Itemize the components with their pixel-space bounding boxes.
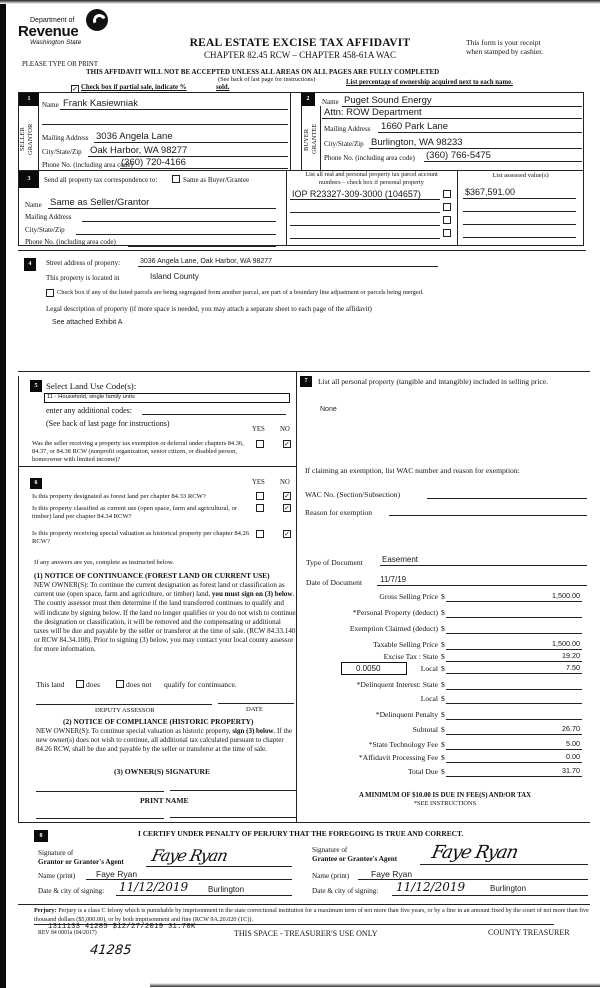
delinquent-penalty-row	[300, 710, 590, 722]
assessed-value-field-2[interactable]	[463, 211, 576, 212]
form-subtitle: CHAPTER 82.45 RCW – CHAPTER 458-61A WAC	[204, 50, 396, 60]
buyer-attn-field[interactable]: Attn: ROW Department	[324, 107, 422, 118]
logo-revenue-text: Revenue	[18, 23, 79, 40]
fee-input-line[interactable]	[446, 776, 582, 777]
parcel-number-field[interactable]: IOP R23327-309-3000 (104657)	[292, 189, 421, 199]
grantee-city-field[interactable]: Burlington	[490, 884, 527, 893]
notice-compliance-title: (2) NOTICE OF COMPLIANCE (HISTORIC PROPERTY)	[63, 717, 254, 726]
dollar-sign: $	[441, 608, 445, 617]
underline	[116, 895, 292, 896]
perjury-text: Perjury is a class C felony which is punishable by imprisonment in the state correctional institution for a maximum term of not more than five years, or by a fine in an amount fixed by the court of not more than five thousand dollars ($5,000.00), or by both imprisonment and fine (RCW 9A.20.020 (1C)).	[34, 907, 589, 923]
grantor-signature-label-1: Signature of	[38, 849, 74, 857]
underline	[120, 168, 288, 169]
legal-description-field[interactable]: See attached Exhibit A	[52, 319, 123, 326]
land-use-label: Select Land Use Code(s):	[46, 381, 137, 391]
column-divider	[296, 372, 297, 822]
fee-input-line[interactable]	[446, 689, 582, 690]
underline	[378, 132, 582, 133]
corr-address-field[interactable]	[82, 221, 276, 222]
section-8-number: 8	[34, 830, 48, 842]
fee-label: *State Technology Fee	[368, 740, 438, 749]
notice1-bold: you must sign on (3) below	[211, 590, 293, 599]
buyer-name-label: Name	[322, 98, 339, 106]
seller-name-label: Name	[42, 101, 59, 109]
fee-input-line[interactable]	[446, 673, 582, 674]
parcels-header-2: numbers – check box if personal property	[319, 178, 424, 186]
scan-edge	[0, 0, 6, 988]
grantee-date-label: Date & city of signing:	[312, 887, 379, 895]
grantee-name-label: Name (print)	[312, 872, 350, 880]
fee-input-line[interactable]	[446, 719, 582, 720]
partial-sale-checkbox[interactable]: ✓	[72, 85, 78, 93]
fee-label: *Delinquent Penalty	[375, 710, 438, 719]
parcels-header	[286, 171, 457, 186]
subtotal-row	[300, 725, 590, 737]
fee-label: *Affidavit Processing Fee	[358, 753, 438, 762]
underline	[88, 156, 288, 157]
notice1-text-b: . The county assessor must then determine if the land transferred continues to qualify and will indicate by signing below. If the land no longer qualifies or you do not wish to continue the designation or classification, it will be removed and the compensating or additional taxes will be due and payable by the seller or transferor at the time of sale. (RCW 84.33.140 or RCW 84.34.108). Prior to signing (3) below, you may contact your local county assessor for more information.	[34, 590, 296, 654]
underline	[290, 199, 440, 200]
yes-header-5: YES	[252, 426, 265, 433]
buyer-address-field[interactable]: 1660 Park Lane	[381, 121, 449, 132]
no-header-5: NO	[280, 426, 290, 433]
taxable-selling-price-row	[300, 640, 590, 652]
historic-no-checkbox[interactable]: ✓	[284, 530, 290, 538]
historic-question: Is this property receiving special valuation as historical property per chapter 84.26 RCW?	[32, 530, 250, 545]
document-date-field[interactable]: 11/7/19	[380, 575, 407, 584]
date-label: DATE	[246, 706, 263, 713]
logo-state-text: Washington State	[30, 39, 82, 46]
current-use-no-checkbox[interactable]: ✓	[284, 504, 290, 512]
seller-name-field[interactable]: Frank Kasiewniak	[63, 98, 138, 109]
street-label: Street address of property:	[46, 259, 121, 267]
notice2-text-a: NEW OWNER(S): To continue special valuation as historic property,	[36, 727, 233, 735]
subtotal-value: 26.70	[562, 724, 580, 733]
fee-input-line[interactable]	[446, 633, 582, 634]
excise-tax-state-value: 19.20	[562, 651, 580, 660]
dollar-sign: $	[441, 624, 445, 633]
please-type-label: PLEASE TYPE OR PRINT	[22, 61, 98, 68]
receipt-note-1: This form is your receipt	[466, 38, 541, 47]
reason-label: Reason for exemption	[305, 508, 373, 517]
delinquent-interest-local-row	[300, 694, 590, 706]
seller-phone-label: Phone No. (including area code)	[42, 161, 133, 169]
print-name-field-2[interactable]	[170, 817, 296, 818]
underline	[377, 585, 587, 586]
qualify-label: qualify for continuance.	[164, 680, 237, 689]
section-1-number: 1	[19, 93, 39, 106]
notice2-bold: sign (3) below	[232, 727, 274, 735]
buyer-phone-label: Phone No. (including area code)	[324, 154, 415, 162]
gross-selling-price-row	[300, 592, 590, 604]
delinquent-interest-state-row	[300, 680, 590, 692]
fee-input-line[interactable]	[446, 749, 582, 750]
certify-statement: I CERTIFY UNDER PENALTY OF PERJURY THAT THE FOREGOING IS TRUE AND CORRECT.	[138, 829, 464, 838]
exemption-yes-checkbox[interactable]	[256, 440, 264, 448]
corr-phone-label: Phone No. (including area code)	[25, 238, 116, 246]
sold-label: sold.	[216, 84, 230, 91]
total-due-row	[300, 767, 590, 779]
current-use-question: Is this property classified as current use (open space, farm and agricultural, or timber) land per chapter 84.34 RCW?	[32, 505, 238, 520]
parcel-number-field-4[interactable]	[290, 238, 440, 239]
personal-property-checkbox-2[interactable]	[443, 203, 451, 211]
treasurer-use-only: THIS SPACE - TREASURER'S USE ONLY	[234, 929, 378, 938]
personal-property-deduct-row	[300, 608, 590, 620]
underline	[424, 161, 582, 162]
logo-dept-text: Department of	[30, 17, 75, 24]
does-label: does	[86, 680, 100, 689]
buyer-side-panel	[301, 106, 321, 170]
personal-property-field[interactable]: None	[320, 406, 337, 413]
fee-label: Subtotal	[412, 725, 438, 734]
if-yes-note: If any answers are yes, complete as instructed below.	[34, 559, 174, 566]
section-7-number: 7	[300, 376, 312, 387]
fee-input-line[interactable]	[446, 661, 582, 662]
notice-continuance-text	[34, 581, 296, 655]
handwritten-receipt-number: 41285	[89, 943, 133, 958]
notice1-text-a: NEW OWNER(S): To continue the current designation as forest land or classification as current use (open space, farm and agriculture, or timber) land,	[34, 581, 285, 599]
underline	[358, 879, 588, 880]
land-use-see-back: (See back of last page for instructions)	[46, 419, 170, 428]
underline	[48, 208, 276, 209]
dollar-sign: $	[441, 592, 445, 601]
perjury-label: Perjury:	[34, 907, 57, 914]
section-3-number: 3	[19, 171, 39, 188]
treasurer-stamp: 1311133 41285 $12/27/2019 31.70K	[48, 923, 196, 931]
grantee-signature-label-1: Signature of	[312, 846, 348, 854]
seller-side-panel	[19, 106, 39, 170]
legal-description-label: Legal description of property (if more space is needed, you may attach a separate sheet to each page of the affidavit)	[46, 305, 372, 313]
corr-city-label: City/State/Zip	[25, 226, 65, 234]
wac-label: WAC No. (Section/Subsection)	[305, 490, 401, 499]
excise-tax-local-row	[300, 664, 590, 676]
dollar-sign: $	[441, 664, 445, 673]
county-field[interactable]: Island County	[150, 272, 199, 281]
dollar-sign: $	[441, 694, 445, 703]
assessed-header: List assessed value(s)	[492, 172, 549, 179]
divider	[18, 170, 286, 171]
buyer-phone-field[interactable]: (360) 766-5475	[426, 150, 491, 161]
affidavit-processing-fee-value: 0.00	[566, 752, 580, 761]
fee-label: Gross Selling Price	[379, 592, 438, 601]
section-5-number: 5	[30, 380, 42, 392]
document-type-label: Type of Document	[306, 558, 363, 567]
divider	[18, 466, 296, 467]
fee-input-line[interactable]	[446, 762, 582, 763]
corr-name-field[interactable]: Same as Seller/Grantor	[50, 197, 150, 208]
current-use-yes-checkbox[interactable]	[256, 504, 264, 512]
seller-phone-field[interactable]: (360) 720-4166	[121, 157, 186, 168]
seller-city-label: City/State/Zip	[42, 148, 82, 156]
seller-address-field[interactable]: 3036 Angela Lane	[96, 131, 173, 142]
grantor-name-field[interactable]: Faye Ryan	[96, 869, 138, 879]
buyer-city-field[interactable]: Burlington, WA 98233	[371, 137, 463, 148]
segregated-checkbox[interactable]	[46, 289, 54, 297]
fee-label: Local	[420, 664, 438, 673]
section-2-number: 2	[301, 93, 315, 106]
personal-property-checkbox-3[interactable]	[443, 216, 451, 224]
personal-property-checkbox-1[interactable]	[443, 190, 451, 198]
deputy-assessor-date-field[interactable]	[218, 703, 294, 704]
see-back-note: (See back of last page for instructions)	[218, 76, 316, 83]
notice-continuance-title: (1) NOTICE OF CONTINUANCE (FOREST LAND OR CURRENT USE)	[34, 571, 270, 580]
dollar-sign: $	[441, 725, 445, 734]
dollar-sign: $	[441, 652, 445, 661]
section-4-number: 4	[24, 258, 36, 271]
does-not-label: does not	[126, 680, 152, 689]
underline	[42, 124, 288, 125]
local-rate-value: 0.0050	[356, 664, 381, 673]
deputy-assessor-signature-field[interactable]	[36, 704, 212, 705]
assessed-value-field-4[interactable]	[463, 237, 576, 238]
see-instructions-note: *SEE INSTRUCTIONS	[413, 800, 477, 807]
wac-field[interactable]	[427, 498, 587, 499]
dollar-sign: $	[441, 740, 445, 749]
divider	[18, 822, 590, 823]
this-land-label: This land	[36, 680, 65, 689]
underline	[138, 266, 438, 267]
fee-label: Exemption Claimed (deduct)	[349, 624, 438, 633]
exemption-claimed-row	[300, 624, 590, 636]
underline	[420, 864, 588, 865]
fee-input-line[interactable]	[446, 601, 582, 602]
county-treasurer-label: COUNTY TREASURER	[488, 928, 570, 937]
historic-yes-checkbox[interactable]	[256, 530, 264, 538]
divider	[18, 904, 590, 905]
state-technology-fee-value: 5.00	[566, 739, 580, 748]
perjury-notice	[34, 906, 590, 924]
exemption-question: Was the seller receiving a property tax exemption or deferral under chapters 84.36, 84.37, or 84.38 RCW (nonprofit organization, senior citizen, or disabled person, homeowner with limited income)?	[32, 440, 244, 463]
correspondence-label: Send all property tax correspondence to:	[44, 176, 158, 184]
partial-sale-label: Check box if partial sale, indicate %	[81, 84, 187, 91]
land-use-selected: 11 - Household, single family units	[47, 394, 135, 400]
reason-field[interactable]	[389, 515, 587, 516]
seller-address-label: Mailing Address	[42, 134, 89, 142]
corr-city-field[interactable]	[76, 234, 276, 235]
receipt-note-2: when stamped by cashier.	[466, 47, 544, 56]
dor-logo	[18, 6, 128, 48]
parcels-header-1: List all real and personal property tax parcel account	[305, 171, 438, 178]
grantor-name-label: Name (print)	[38, 872, 76, 880]
underline	[94, 142, 288, 143]
fee-input-line[interactable]	[446, 617, 582, 618]
deputy-assessor-label: DEPUTY ASSESSOR	[95, 707, 155, 714]
forest-no-checkbox[interactable]: ✓	[284, 492, 290, 500]
assessed-value-field[interactable]: $367,591.00	[465, 187, 516, 197]
fee-label: Total Due	[407, 767, 438, 776]
fee-label: Taxable Selling Price	[373, 640, 438, 649]
does-checkbox[interactable]	[76, 680, 84, 688]
fee-label: Excise Tax : State	[383, 652, 438, 661]
document-date-label: Date of Document	[306, 578, 363, 587]
additional-codes-label: enter any additional codes:	[46, 406, 132, 415]
taxable-selling-price-value: 1,500.00	[552, 639, 580, 648]
parcel-number-field-2[interactable]	[290, 212, 440, 213]
county-label: This property is located in	[46, 274, 120, 282]
underline	[380, 565, 587, 566]
underline	[392, 895, 588, 896]
grantee-signature-label-2: Grantee or Grantee's Agent	[312, 855, 398, 863]
underline	[60, 109, 288, 110]
underline	[86, 879, 292, 880]
minimum-note: A MINIMUM OF $10.00 IS DUE IN FEE(S) AND/OR TAX	[358, 792, 532, 799]
dollar-sign: $	[441, 767, 445, 776]
document-type-field[interactable]: Easement	[382, 555, 419, 564]
grantee-name-field[interactable]: Faye Ryan	[371, 869, 413, 879]
dollar-sign: $	[441, 640, 445, 649]
section-6-number: 6	[30, 478, 42, 489]
underline	[369, 148, 582, 149]
dollar-sign: $	[441, 680, 445, 689]
fee-input-line[interactable]	[446, 649, 582, 650]
warning-text: THIS AFFIDAVIT WILL NOT BE ACCEPTED UNLESS ALL AREAS ON ALL PAGES ARE FULLY COMPLETED	[86, 68, 440, 76]
grantor-signature-field[interactable]: Faye Ryan	[149, 846, 229, 865]
fee-label: Local	[420, 694, 438, 703]
gross-selling-price-value: 1,500.00	[552, 591, 580, 600]
grantee-date-field[interactable]: 11/12/2019	[396, 880, 466, 894]
underline	[463, 198, 576, 199]
owner-signature-label: (3) OWNER(S) SIGNATURE	[114, 767, 211, 776]
land-use-select[interactable]	[44, 393, 290, 403]
form-title: REAL ESTATE EXCISE TAX AFFIDAVIT	[189, 37, 411, 49]
state-technology-fee-row	[300, 740, 590, 752]
fee-label: *Personal Property (deduct)	[352, 608, 438, 617]
additional-codes-field[interactable]	[142, 414, 286, 415]
dollar-sign: $	[441, 753, 445, 762]
scan-bottom-edge	[150, 983, 600, 987]
exemption-no-checkbox[interactable]: ✓	[284, 440, 290, 448]
corr-address-label: Mailing Address	[25, 213, 72, 221]
grantor-signature-label-2: Grantor or Grantor's Agent	[38, 858, 124, 866]
same-as-buyer-label: Same as Buyer/Grantee	[183, 176, 250, 184]
fee-input-line[interactable]	[446, 703, 582, 704]
notice2-text-b: . If the new owner(s) does not wish to continue, all additional tax calculated pursuant to chapter 84.26 RCW, shall be due and payable by the seller or transferor at the time of sale.	[36, 727, 293, 753]
grantor-date-label: Date & city of signing:	[38, 887, 105, 895]
same-as-buyer-checkbox[interactable]	[172, 175, 180, 183]
seller-side-label: SELLER	[19, 127, 26, 151]
print-name-label: PRINT NAME	[140, 796, 189, 805]
owner-signature-field[interactable]	[36, 791, 164, 792]
parcel-number-field-3[interactable]	[290, 225, 440, 226]
no-header-6: NO	[280, 479, 290, 486]
forest-yes-checkbox[interactable]	[256, 492, 264, 500]
affidavit-processing-fee-row	[300, 753, 590, 765]
underline	[322, 118, 582, 119]
scan-top-edge	[0, 0, 600, 4]
divider	[18, 371, 590, 372]
does-not-checkbox[interactable]	[116, 680, 124, 688]
notice-compliance-text	[36, 727, 298, 753]
excise-tax-local-value: 7.50	[566, 663, 580, 672]
print-name-field[interactable]	[36, 818, 164, 819]
dollar-sign: $	[441, 710, 445, 719]
owner-signature-field-2[interactable]	[170, 790, 296, 791]
buyer-name-field[interactable]: Puget Sound Energy	[344, 95, 432, 106]
grantor-side-label: GRANTOR	[27, 123, 34, 155]
grantee-side-label: GRANTEE	[311, 123, 318, 155]
parties-divider	[290, 92, 291, 170]
parcels-divider	[457, 170, 458, 246]
buyer-side-label: BUYER	[303, 128, 310, 152]
total-due-value: 31.70	[562, 766, 580, 775]
corr-phone-field[interactable]	[128, 246, 276, 247]
street-address-field[interactable]: 3036 Angela Lane, Oak Harbor, WA 98277	[140, 258, 273, 265]
segregated-label: Check box if any of the listed parcels are being segregated from another parcel, are part of a boundary line adjustment or parcels being merged.	[57, 289, 424, 296]
grantee-signature-field[interactable]: Faye Ryan	[429, 842, 520, 863]
exemption-claim-label: If claiming an exemption, list WAC number and reason for exemption:	[305, 466, 520, 475]
personal-property-checkbox-4[interactable]	[443, 229, 451, 237]
corr-name-label: Name	[25, 201, 42, 209]
yes-header-6: YES	[252, 479, 265, 486]
assessed-value-field-3[interactable]	[463, 224, 576, 225]
form-revision: REV 84 0001a (04/2017)	[38, 930, 97, 936]
grantor-date-field[interactable]: 11/12/2019	[119, 880, 189, 894]
fee-label: *Delinquent Interest: State	[356, 680, 438, 689]
forest-land-question: Is this property designated as forest land per chapter 84.33 RCW?	[32, 493, 206, 500]
buyer-address-label: Mailing Address	[324, 125, 371, 133]
ownership-note: List percentage of ownership acquired next to each name.	[346, 79, 513, 86]
fee-input-line[interactable]	[446, 734, 582, 735]
personal-property-label: List all personal property (tangible and intangible) included in selling price.	[318, 377, 549, 386]
buyer-city-label: City/State/Zip	[324, 140, 364, 148]
grantor-city-field[interactable]: Burlington	[208, 885, 245, 894]
seller-city-field[interactable]: Oak Harbor, WA 98277	[90, 145, 188, 156]
underline	[146, 866, 292, 867]
